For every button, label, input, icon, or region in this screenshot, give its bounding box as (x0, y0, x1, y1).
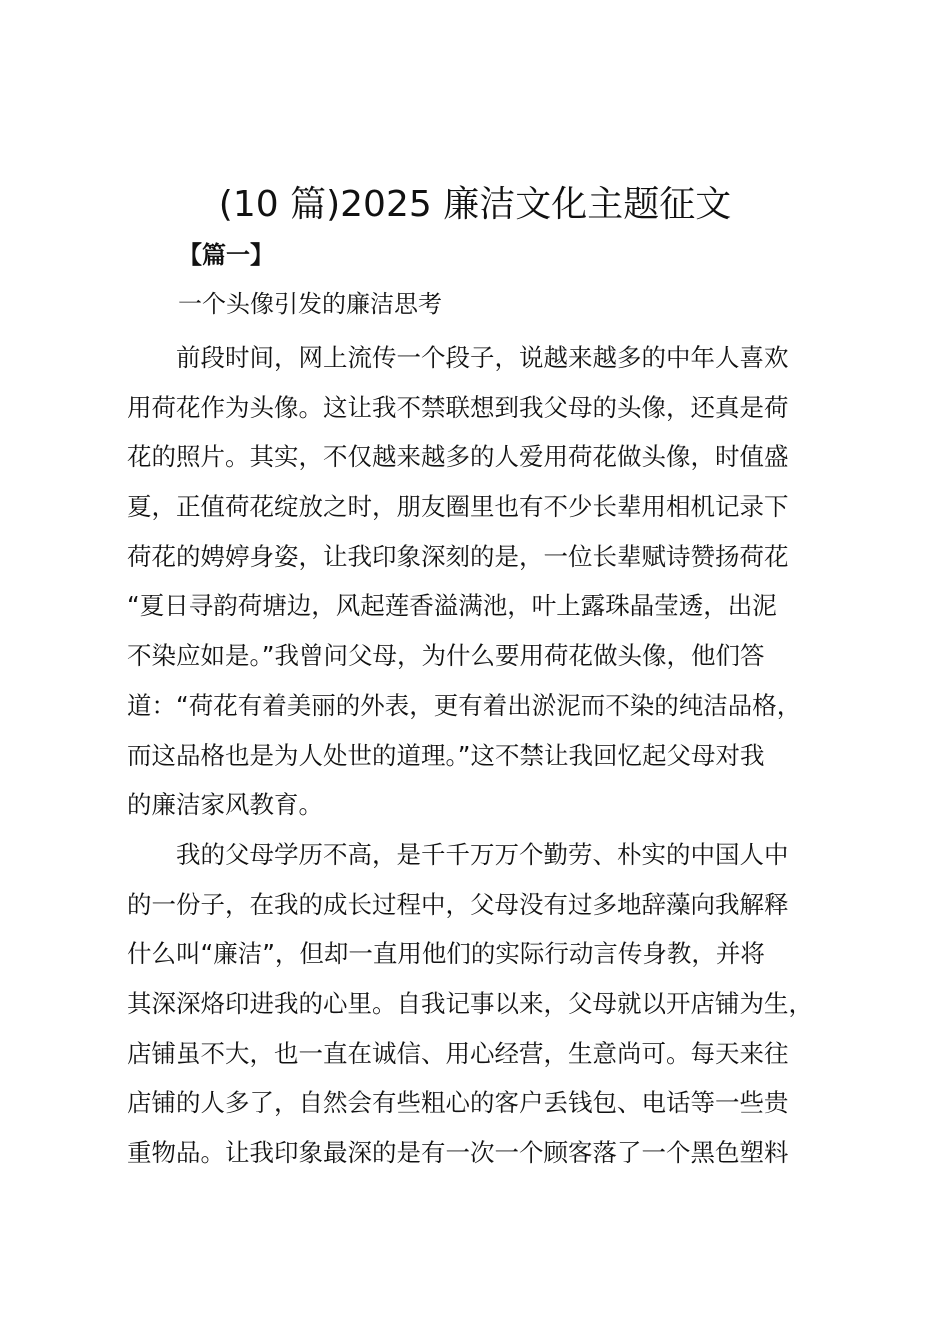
paragraph-line: “夏日寻韵荷塘边，风起莲香溢满池，叶上露珠晶莹透，出泥 (127, 591, 777, 621)
paragraph-line: 其深深烙印进我的心里。自我记事以来，父母就以开店铺为生， (127, 989, 813, 1019)
paragraph-2 (127, 830, 847, 1178)
paragraph-line: 荷花的娉婷身姿，让我印象深刻的是，一位长辈赋诗赞扬荷花 (127, 541, 789, 571)
document-title: (10 篇)2025 廉洁文化主题征文 (218, 184, 732, 225)
paragraph-line: 什么叫“廉洁”，但却一直用他们的实际行动言传身教，并将 (127, 939, 765, 969)
paragraph-line: 重物品。让我印象最深的是有一次一个顾客落了一个黑色塑料 (127, 1138, 789, 1168)
paragraph-line: 我的父母学历不高，是千千万万个勤劳、朴实的中国人中 (127, 840, 789, 869)
section-heading: 【篇一】 (178, 241, 274, 269)
article-subtitle: 一个头像引发的廉洁思考 (178, 290, 442, 318)
paragraph-1 (127, 333, 847, 830)
paragraph-line: 店铺虽不大，也一直在诚信、用心经营，生意尚可。每天来往 (127, 1038, 789, 1068)
paragraph-line: 而这品格也是为人处世的道理。”这不禁让我回忆起父母对我 (127, 740, 765, 770)
paragraph-line: 店铺的人多了，自然会有些粗心的客户丢钱包、电话等一些贵 (127, 1088, 789, 1118)
paragraph-line: 的一份子，在我的成长过程中，父母没有过多地辞藻向我解释 (127, 889, 789, 919)
paragraph-line: 不染应如是。”我曾问父母，为什么要用荷花做头像，他们答 (127, 641, 765, 671)
paragraph-line: 前段时间，网上流传一个段子，说越来越多的中年人喜欢 (127, 343, 789, 372)
paragraph-line: 的廉洁家风教育。 (127, 790, 323, 820)
paragraph-line: 花的照片。其实，不仅越来越多的人爱用荷花做头像，时值盛 (127, 442, 789, 472)
paragraph-line: 用荷花作为头像。这让我不禁联想到我父母的头像，还真是荷 (127, 392, 789, 422)
paragraph-line: 夏，正值荷花绽放之时，朋友圈里也有不少长辈用相机记录下 (127, 492, 789, 522)
paragraph-line: 道：“荷花有着美丽的外表，更有着出淤泥而不染的纯洁品格， (127, 690, 802, 720)
